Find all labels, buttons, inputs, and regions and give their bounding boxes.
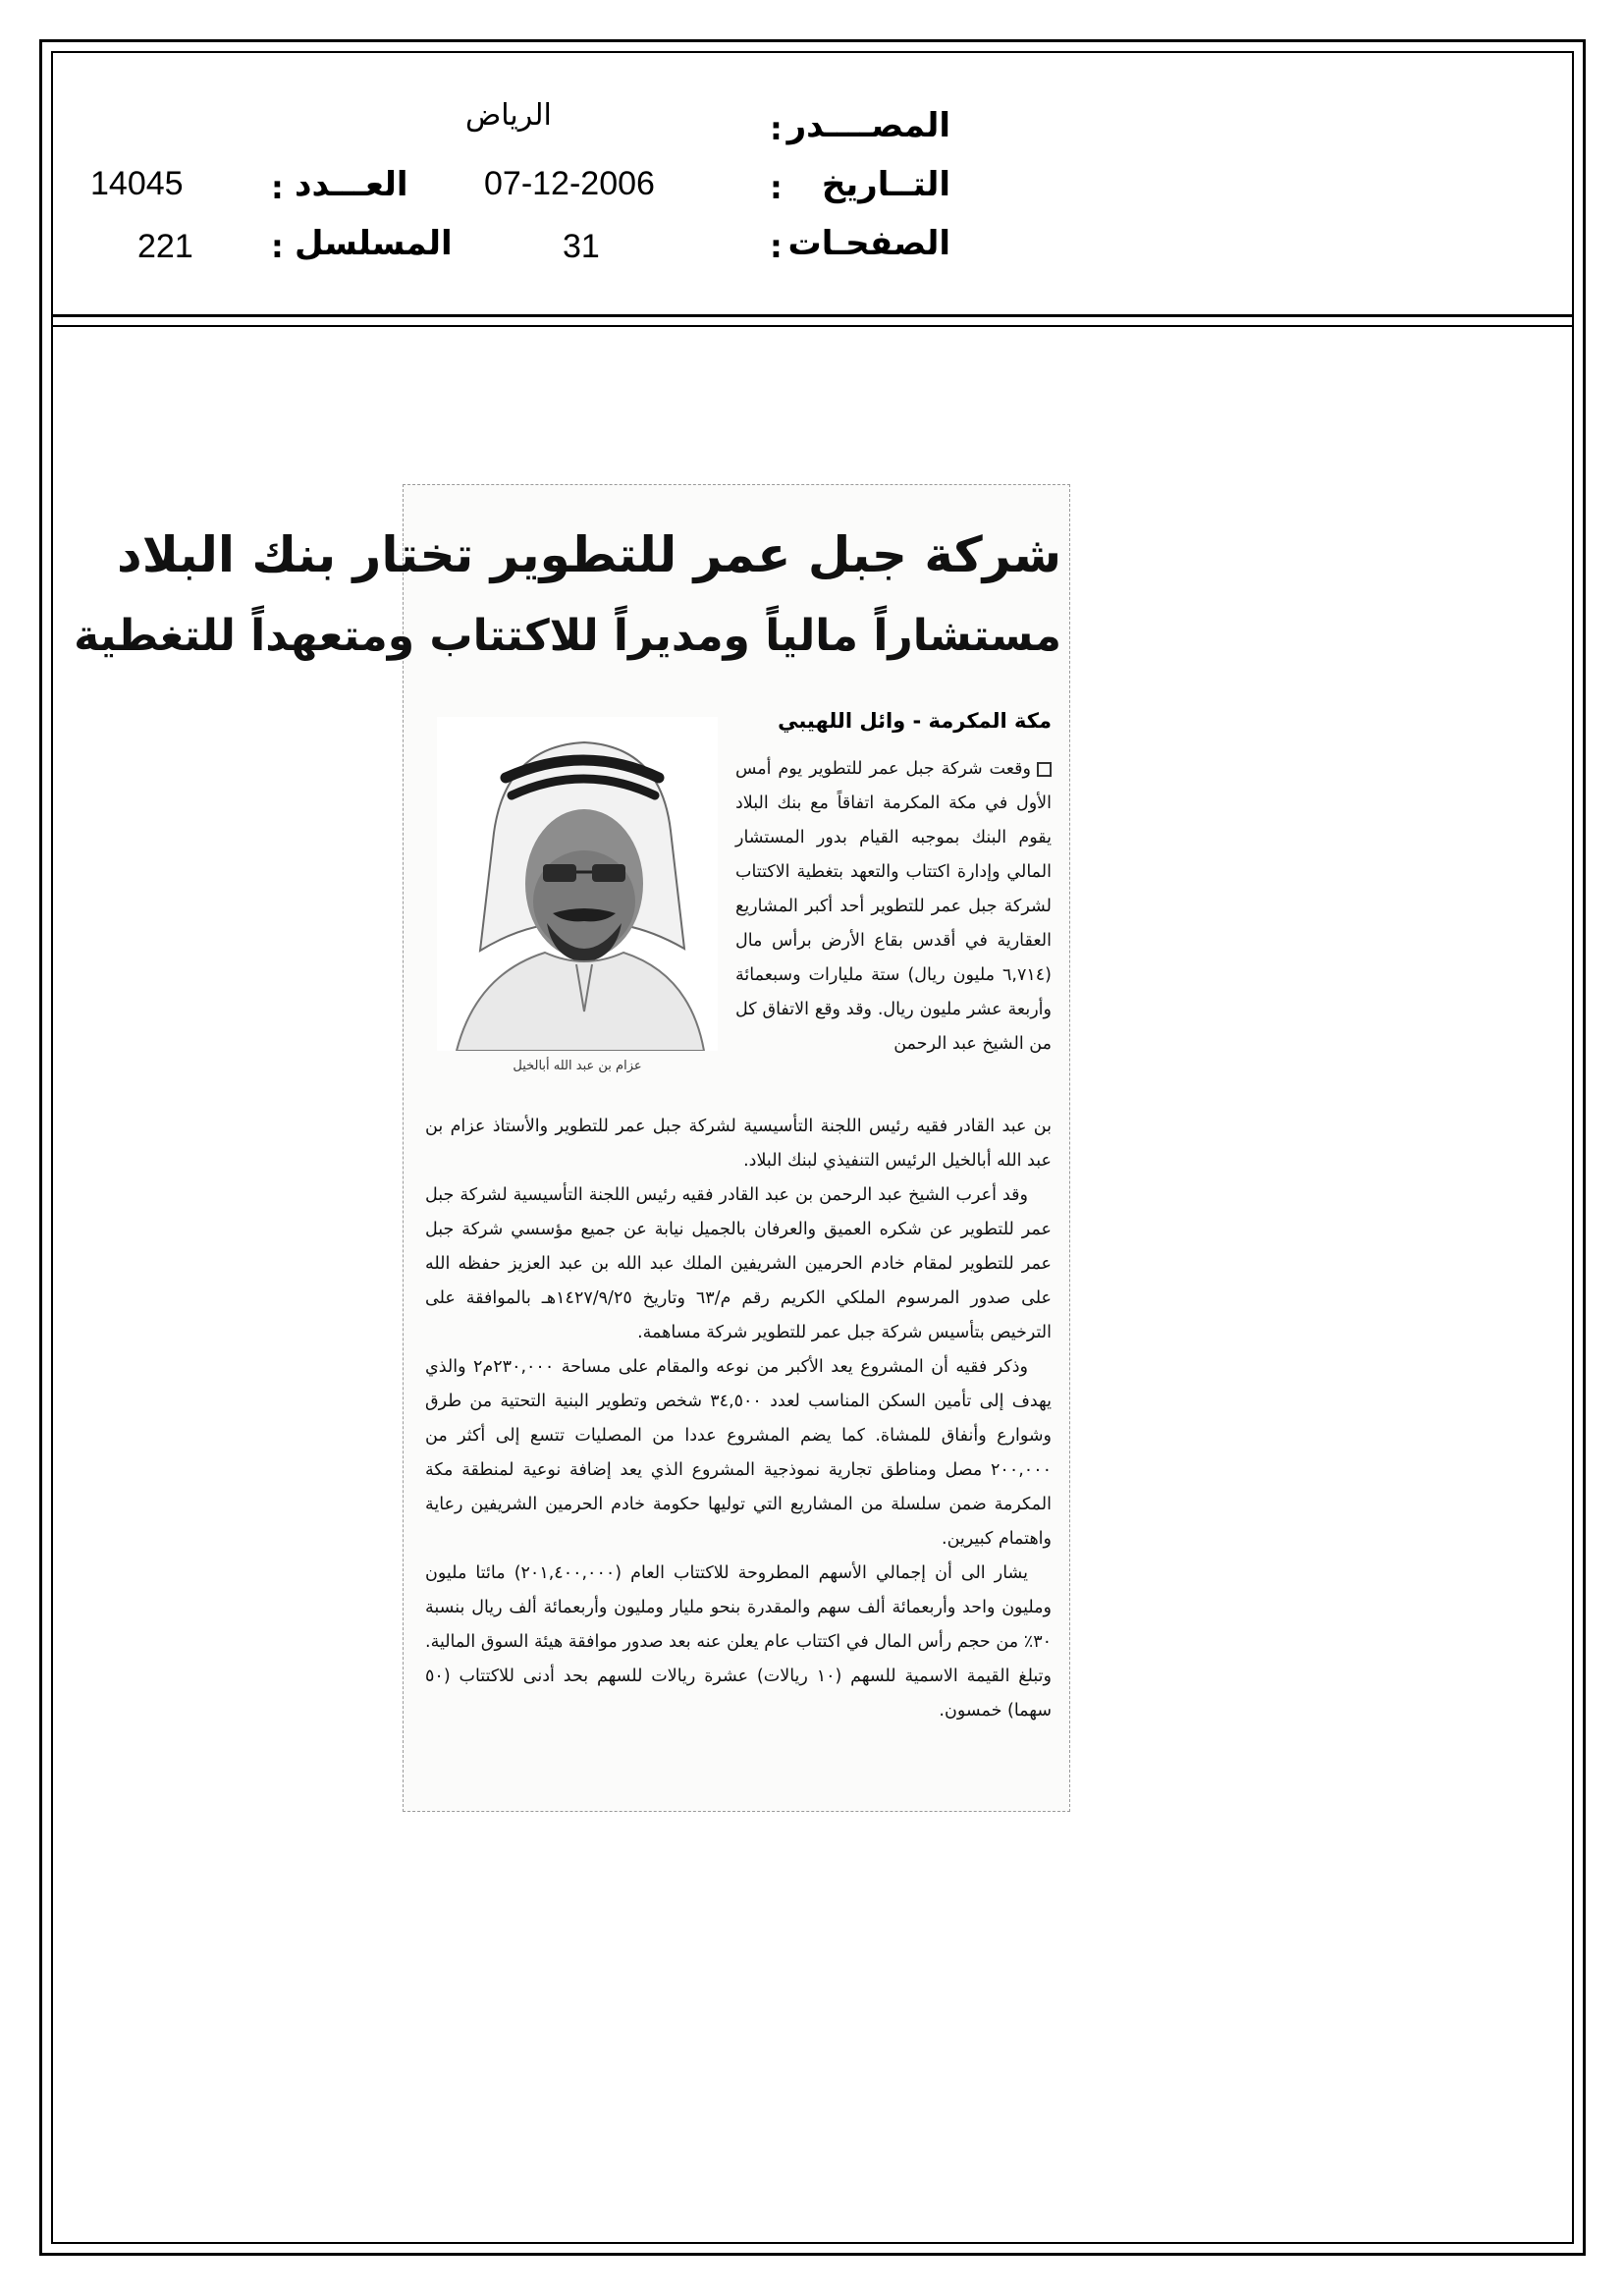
pages-value: 31: [563, 228, 600, 265]
headline-sub: مستشاراً مالياً ومديراً للاكتتاب ومتعهداً للتغطية: [74, 611, 1061, 661]
issue-label: العـــدد: [295, 165, 408, 204]
body-paragraph-3: وذكر فقيه أن المشروع يعد الأكبر من نوعه والمقام على مساحة ٢٣٠,٠٠٠م٢ والذي يهدف إلى تأمين السكن المناسب لعدد ٣٤,٥٠٠ شخص وتطوير البنية التحتية من طرق وشوارع وأنفاق للمشاة. كما يضم المشروع عددا من المصليات تتسع إلى أكثر من ٢٠٠,٠٠٠ مصل ومناطق تجارية نموذجية المشروع الذي يعد إضافة نوعية لمنطقة مكة المكرمة ضمن سلسلة من المشاريع التي توليها حكومة خادم الحرمين الشريفين رعاية واهتمام كبيرين.: [425, 1357, 1052, 1549]
pages-colon: :: [770, 228, 783, 265]
article-body: [425, 1110, 1052, 1728]
date-label: التــاريخ: [821, 165, 950, 204]
pages-label: الصفحـات: [787, 224, 950, 263]
source-value: الرياض: [465, 98, 552, 133]
body-paragraph-2: وقد أعرب الشيخ عبد الرحمن بن عبد القادر فقيه رئيس اللجنة التأسيسية لشركة جبل عمر للتطوير عن شكره العميق والعرفان بالجميل نيابة عن جميع مؤسسي شركة جبل عمر للتطوير لمقام خادم الحرمين الشريفين الملك عبد الله بن عبد العزيز حفظه الله على صدور المرسوم الملكي الكريم رقم م/٦٣ وتاريخ ١٤٢٧/٩/٢٥هـ بالموافقة على الترخيص بتأسيس شركة جبل عمر للتطوير شركة مساهمة.: [425, 1185, 1052, 1342]
source-label: المصــــدر: [786, 106, 950, 145]
serial-label: المسلسل: [295, 224, 453, 263]
date-colon: :: [770, 169, 783, 206]
lead-paragraph: وقعت شركة جبل عمر للتطوير يوم أمس الأول في مكة المكرمة اتفاقاً مع بنك البلاد يقوم البنك بموجبه القيام بدور المستشار المالي وإدارة اكتتاب والتعهد بتغطية الاكتتاب لشركة جبل عمر للتطوير أحد أكبر المشاريع العقارية في أقدس بقاع الأرض برأس مال (٦,٧١٤ مليون ريال) ستة مليارات وسبعمائة وأربعة عشر مليون ريال. وقد وقع الاتفاق كل من الشيخ عبد الرحمن: [735, 759, 1052, 1054]
header-divider-inner: [51, 325, 1574, 327]
newspaper-clipping: [74, 484, 1070, 1812]
issue-colon: :: [271, 169, 284, 206]
body-paragraph-4: يشار الى أن إجمالي الأسهم المطروحة للاكتتاب العام (٢٠١,٤٠٠,٠٠٠) مائتا مليون ومليون واحد وأربعمائة ألف سهم والمقدرة بنحو مليار ومليون وأربعمائة ألف ريال بنسبة ٣٠٪ من حجم رأس المال في اكتتاب عام يعلن عنه بعد صدور موافقة هيئة السوق المالية. وتبلغ القيمة الاسمية للسهم (١٠ ريالات) عشرة ريالات للسهم بحد أدنى للاكتتاب (٥٠ سهما) خمسون.: [425, 1563, 1052, 1721]
photo-caption: عزام بن عبد الله أبالخيل: [513, 1059, 642, 1073]
date-value: 07-12-2006: [484, 165, 655, 202]
portrait-photo: [437, 717, 718, 1051]
article-lead-column: [735, 752, 1052, 1062]
source-colon: :: [770, 110, 783, 147]
body-paragraph-1: بن عبد القادر فقيه رئيس اللجنة التأسيسية لشركة جبل عمر للتطوير والأستاذ عزام بن عبد الله أبالخيل الرئيس التنفيذي لبنك البلاد.: [425, 1117, 1052, 1171]
serial-value: 221: [137, 228, 193, 265]
header-divider: [51, 314, 1574, 317]
issue-value: 14045: [90, 165, 184, 202]
serial-colon: :: [271, 228, 284, 265]
headline-main: شركة جبل عمر للتطوير تختار بنك البلاد: [117, 526, 1061, 583]
byline: مكة المكرمة - وائل اللهيبي: [778, 709, 1052, 733]
bullet-icon: [1037, 762, 1052, 777]
